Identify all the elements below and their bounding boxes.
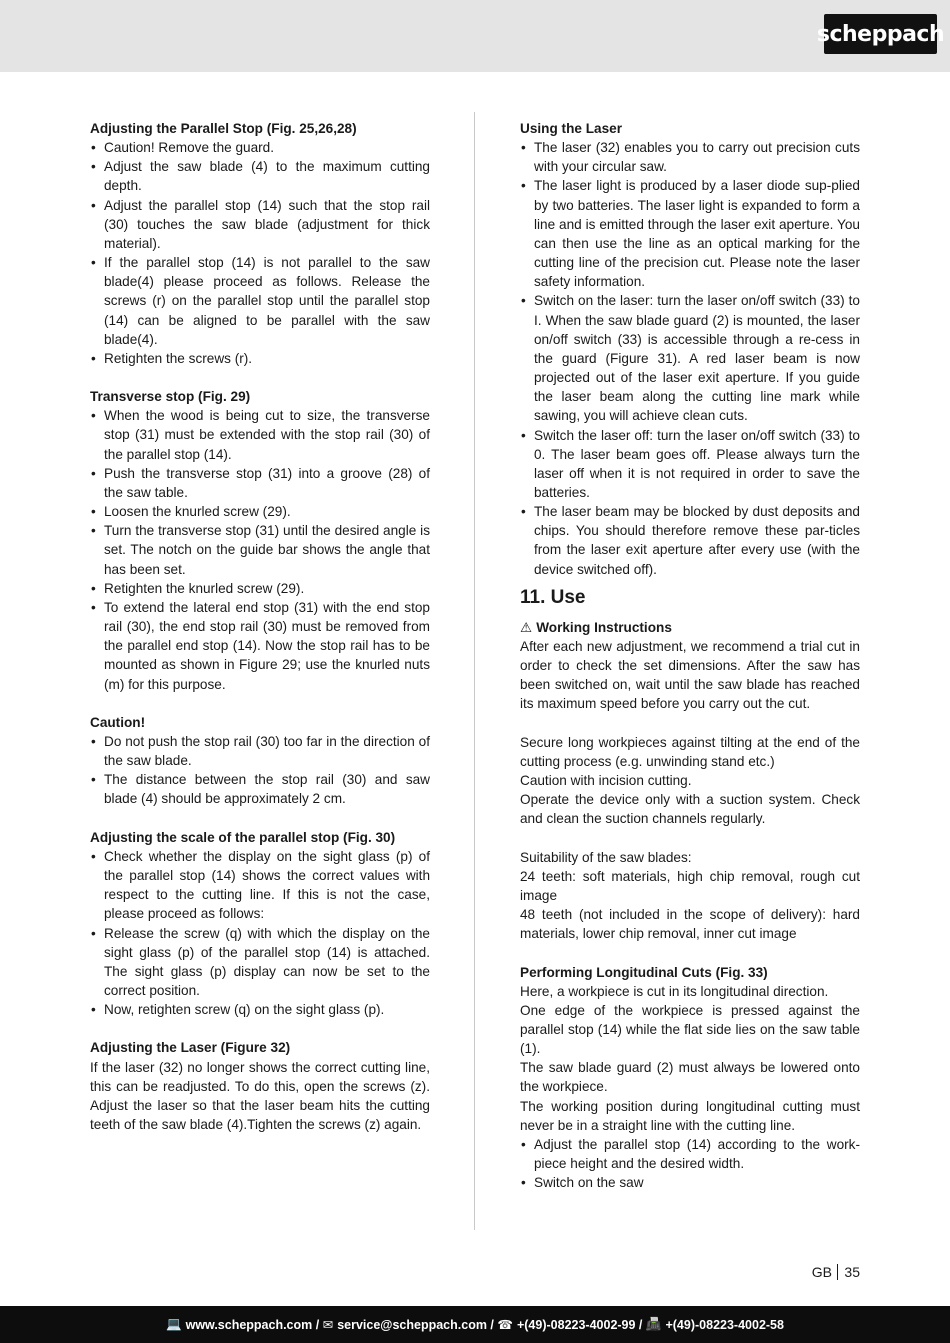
heading-scale: Adjusting the scale of the parallel stop (Fig. 30) (90, 829, 396, 845)
list-item: • Adjust the parallel stop (14) such that the stop rail (30) touches the saw blade (adjustment for thick material). (90, 196, 430, 253)
list-item: • Loosen the knurled screw (29). (90, 502, 430, 521)
page-number-value: 35 (844, 1264, 860, 1280)
scheppach-logo: scheppach (824, 14, 937, 54)
heading-adjust-laser: Adjusting the Laser (Figure 32) (90, 1040, 291, 1056)
list-item: • Turn the transverse stop (31) until the desired angle is set. The notch on the guide bar shows the angle that has been set. (90, 521, 430, 578)
list-item: • Switch on the laser: turn the laser on/off switch (33) to I. When the saw blade guard (2) is mounted, the laser on/off switch (33) is accessible through a re-cess in the guard (Figure 31). A red laser beam is now projected out of the laser exit aperture. If you guide the laser beam along the cutting line mark while sawing, you will achieve clean cuts. (520, 291, 860, 425)
list-item: • Now, retighten screw (q) on the sight glass (p). (90, 1000, 430, 1019)
footer-website: www.scheppach.com / (185, 1317, 320, 1332)
heading-using-laser: Using the Laser (520, 121, 622, 136)
list-item: • Adjust the saw blade (4) to the maximum cutting depth. (90, 157, 430, 195)
fax-icon: 📠 (645, 1317, 662, 1331)
page-language: GB (811, 1264, 832, 1280)
footer-contact-bar (0, 1306, 950, 1343)
list-item: • Retighten the knurled screw (29). (90, 579, 430, 598)
paragraph: 48 teeth (not included in the scope of delivery): hard materials, lower chip removal, inner cut image (520, 907, 860, 942)
list-item: • The laser beam may be blocked by dust deposits and chips. You should therefore remove these par-ticles from the laser exit aperture after every use (with the device switched off). (520, 502, 860, 579)
list-item: • Caution! Remove the guard. (90, 138, 430, 157)
column-divider (474, 112, 475, 1230)
header-band (0, 0, 950, 72)
paragraph: Here, a workpiece is cut in its longitudinal direction. (520, 983, 829, 999)
list-item: • The laser light is produced by a laser diode sup-plied by two batteries. The laser light is expanded to form a line and is emitted through the laser exit aperture. You can then use the line as an optical marking for the cutting line of the precision cut. Please note the laser safety information. (520, 176, 860, 291)
list-item: • Switch the laser off: turn the laser on/off switch (33) to 0. The laser beam goes off. Please always turn the laser off when it is not required in order to save the batteries. (520, 426, 860, 503)
list-item: • Retighten the screws (r). (90, 349, 430, 368)
adjust-laser-text: If the laser (32) no longer shows the correct cutting line, this can be readjusted. To do this, open the screws (z). Adjust the laser so that the laser beam hits the cutting teeth of the saw blade (4).Tighten the screws (z) again. (90, 1059, 430, 1133)
list-item: • Adjust the parallel stop (14) according to the work-piece height and the desired width. (520, 1135, 860, 1173)
section-title-use: 11. Use (520, 586, 586, 608)
list-item: • The distance between the stop rail (30) and saw blade (4) should be approximately 2 cm. (90, 770, 430, 808)
transverse-stop-list (90, 406, 430, 693)
heading-longitudinal-cuts: Performing Longitudinal Cuts (Fig. 33) (520, 964, 768, 980)
footer-phone: +(49)-08223-4002-99 / (516, 1317, 643, 1332)
list-item: • The laser (32) enables you to carry out precision cuts with your circular saw. (520, 138, 860, 176)
paragraph: 24 teeth: soft materials, high chip removal, rough cut image (520, 868, 860, 903)
computer-icon: 💻 (166, 1317, 182, 1331)
paragraph: Caution with incision cutting. (520, 772, 692, 788)
list-item: • Check whether the display on the sight glass (p) of the parallel stop (14) shows the correct values with respect to the cutting line. If this is not the case, please proceed as follows: (90, 847, 430, 924)
left-column (90, 119, 430, 1134)
list-item: • To extend the lateral end stop (31) with the end stop rail (30), the end stop rail (30) must be removed from the parallel end stop (14). Now the stop rail has to be mounted as shown in Figure 29; use the knurled nuts (m) for this purpose. (90, 598, 430, 694)
heading-working-instructions (520, 618, 860, 637)
mail-icon: ✉ (322, 1318, 334, 1332)
paragraph: The saw blade guard (2) must always be lowered onto the workpiece. (520, 1060, 860, 1095)
list-item: • Push the transverse stop (31) into a groove (28) of the saw table. (90, 464, 430, 502)
paragraph: Suitability of the saw blades: (520, 849, 692, 865)
heading-transverse-stop: Transverse stop (Fig. 29) (90, 389, 251, 405)
heading-caution: Caution! (90, 714, 146, 730)
parallel-stop-list (90, 138, 430, 368)
phone-icon: ☎ (497, 1318, 513, 1332)
right-column (520, 119, 860, 1192)
scale-list (90, 847, 430, 1019)
paragraph: One edge of the workpiece is pressed against the parallel stop (14) while the flat side lies on the saw table (1). (520, 1002, 860, 1057)
paragraph: Secure long workpieces against tilting at the end of the cutting process (e.g. unwinding stand etc.) (520, 734, 860, 769)
list-item: • Do not push the stop rail (30) too far in the direction of the saw blade. (90, 732, 430, 770)
list-item: • When the wood is being cut to size, the transverse stop (31) must be extended with the stop rail (30) of the parallel stop (14). (90, 406, 430, 463)
using-laser-list (520, 138, 860, 579)
working-instructions-label: Working Instructions (536, 619, 672, 635)
list-item: • Release the screw (q) with which the display on the sight glass (p) of the parallel stop (14) is attached. The sight glass (p) display can now be set to the correct position. (90, 924, 430, 1001)
list-item: • Switch on the saw (520, 1173, 860, 1192)
list-item: • If the parallel stop (14) is not parallel to the saw blade(4) please proceed as follows. Release the screws (r) on the parallel stop until the parallel stop (14) can be aligned to be parallel with the saw blade(4). (90, 253, 430, 349)
warning-icon: ⚠ (520, 619, 533, 635)
paragraph: After each new adjustment, we recommend a trial cut in order to check the set dimensions. After the saw has been switched on, wait until the saw blade has reached its maximum speed before you carry out the cut. (520, 638, 860, 712)
paragraph: The working position during longitudinal cutting must never be in a straight line with the cutting line. (520, 1098, 860, 1133)
paragraph: Operate the device only with a suction system. Check and clean the suction channels regularly. (520, 792, 860, 827)
page-number (812, 1264, 860, 1280)
footer-email: service@scheppach.com / (337, 1317, 494, 1332)
heading-parallel-stop: Adjusting the Parallel Stop (Fig. 25,26,28) (90, 121, 357, 136)
caution-list (90, 732, 430, 809)
longitudinal-cuts-list (520, 1135, 860, 1192)
footer-fax: +(49)-08223-4002-58 (665, 1317, 784, 1332)
